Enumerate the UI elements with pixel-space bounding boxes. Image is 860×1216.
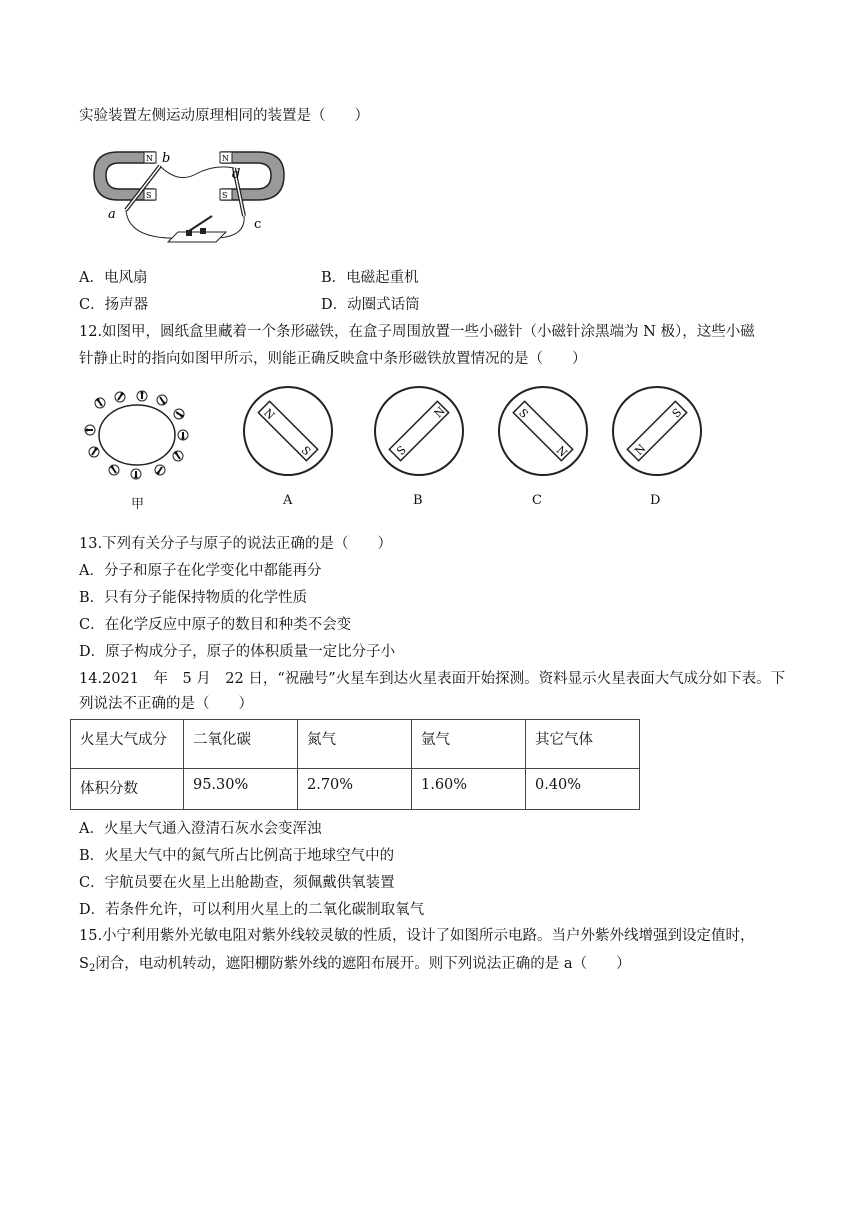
caption-a: A <box>283 493 293 508</box>
right-magnet-s-label: S <box>222 191 228 200</box>
table-cell: 0.40% <box>526 769 640 810</box>
label-c: c <box>254 217 262 232</box>
q11-stem: 实验装置左侧运动原理相同的装置是（ ） <box>79 108 369 124</box>
q14-option-d: D．若条件允许，可以利用火星上的二氧化碳制取氧气 <box>79 902 425 918</box>
q14-option-a: A．火星大气通入澄清石灰水会变浑浊 <box>79 821 322 837</box>
q13-option-c: C．在化学反应中原子的数目和种类不会变 <box>79 617 352 633</box>
q14-option-c: C．宇航员要在火星上出舱勘查，须佩戴供氧装置 <box>79 875 395 891</box>
table-cell: 其它气体 <box>526 720 640 769</box>
left-magnet-n-label: N <box>146 154 153 163</box>
q11-option-d: D．动圈式话筒 <box>321 297 420 313</box>
q12-option-b-figure <box>373 385 465 477</box>
q15-stem-line1: 15.小宁利用紫外光敏电阻对紫外线较灵敏的性质，设计了如图所示电路。当户外紫外线增强到设定值时， <box>79 928 755 944</box>
q14-stem-line2: 列说法不正确的是（ ） <box>79 696 253 712</box>
q12-option-d-figure <box>611 385 703 477</box>
label-b: b <box>162 151 171 166</box>
q11-magnet-figure <box>88 138 298 256</box>
svg-text:S: S <box>298 443 314 459</box>
svg-text:S: S <box>669 405 685 421</box>
q11-option-b: B．电磁起重机 <box>321 270 419 286</box>
q12-stem-line1: 12.如图甲，圆纸盒里藏着一个条形磁铁，在盒子周围放置一些小磁针（小磁针涂黑端为 N 极），这些小磁 <box>79 324 755 340</box>
table-cell: 二氧化碳 <box>184 720 298 769</box>
svg-text:N: N <box>632 441 649 458</box>
q11-option-c: C．扬声器 <box>79 297 149 313</box>
q13-option-d: D．原子构成分子，原子的体积质量一定比分子小 <box>79 644 396 660</box>
svg-text:N: N <box>553 443 570 460</box>
q13-option-b: B．只有分子能保持物质的化学性质 <box>79 590 308 606</box>
q14-stem-line1: 14.2021 年 5 月 22 日，“祝融号”火星车到达火星表面开始探测。资料显示火星表面大气成分如下表。下 <box>79 671 786 687</box>
q11-option-a: A．电风扇 <box>79 270 148 286</box>
caption-d: D <box>650 493 661 508</box>
label-d: d <box>232 167 241 182</box>
q13-stem: 13.下列有关分子与原子的说法正确的是（ ） <box>79 536 393 552</box>
left-magnet-s-label: S <box>146 191 152 200</box>
caption-jia: 甲 <box>131 497 145 512</box>
table-cell: 氩气 <box>412 720 526 769</box>
right-magnet-n-label: N <box>222 154 229 163</box>
table-cell: 体积分数 <box>71 769 184 810</box>
q15-stem-line2: $S_2$闭合，电动机转动，遮阳棚防紫外线的遮阳布展开。则下列说法正确的是 a（ ） <box>79 956 631 974</box>
q14-option-b: B．火星大气中的氮气所占比例高于地球空气中的 <box>79 848 395 864</box>
caption-b: B <box>413 493 423 508</box>
svg-text:N: N <box>261 406 278 423</box>
q12-option-a-figure <box>242 385 334 477</box>
q12-figure-jia <box>84 390 194 480</box>
svg-text:S: S <box>516 406 531 421</box>
table-cell: 95.30% <box>184 769 298 810</box>
q13-option-a: A．分子和原子在化学变化中都能再分 <box>79 563 322 579</box>
table-cell: 火星大气成分 <box>71 720 184 769</box>
mars-atmosphere-table <box>70 719 640 810</box>
caption-c: C <box>532 493 542 508</box>
table-header-row <box>71 720 640 769</box>
table-cell: 氮气 <box>298 720 412 769</box>
q12-option-c-figure <box>497 385 589 477</box>
table-cell: 2.70% <box>298 769 412 810</box>
q12-stem-line2: 针静止时的指向如图甲所示，则能正确反映盒中条形磁铁放置情况的是（ ） <box>79 351 587 367</box>
table-row <box>71 769 640 810</box>
svg-text:S: S <box>394 443 409 458</box>
svg-text:N: N <box>431 404 448 421</box>
label-a: a <box>108 207 116 222</box>
table-cell: 1.60% <box>412 769 526 810</box>
